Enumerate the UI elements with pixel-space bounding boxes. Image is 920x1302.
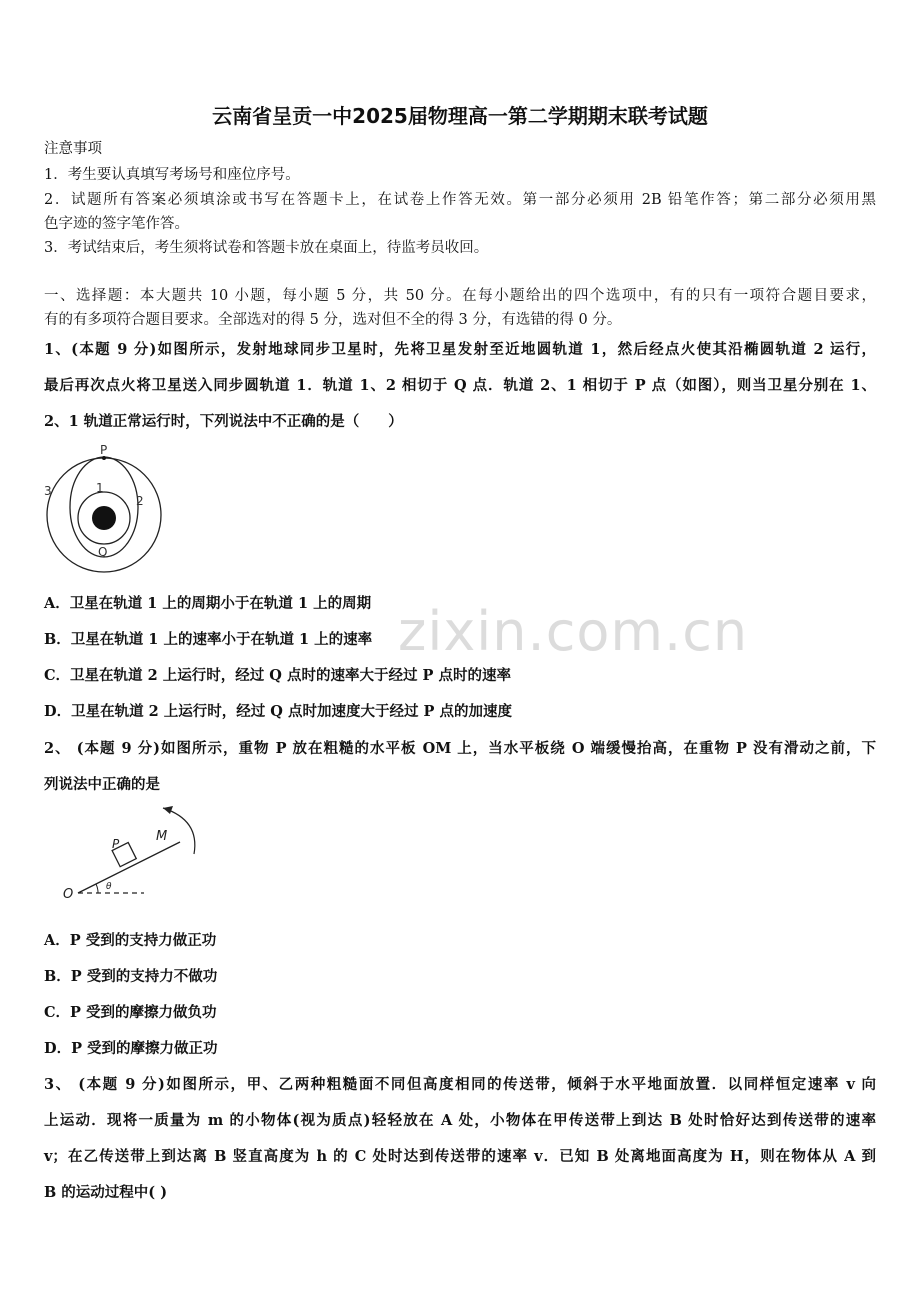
question-1-option-c: C．卫星在轨道 2 上运行时，经过 Q 点时的速率大于经过 P 点时的速率	[44, 667, 511, 684]
arrow-head	[163, 806, 173, 814]
label-p: P	[112, 837, 120, 851]
label-1: 1	[96, 481, 104, 495]
label-2: 2	[136, 494, 144, 508]
question-1-text: 最后再次点火将卫星送入同步圆轨道 1．轨道 1、2 相切于 Q 点．轨道 2、1 相切于 P 点（如图），则当卫星分别在 1、	[44, 377, 876, 394]
earth	[92, 506, 116, 530]
orbit-diagram	[40, 440, 170, 570]
question-3-text: v；在乙传送带上到达离 B 竖直高度为 h 的 C 处时达到传送带的速率 v．已知 B 处离地面高度为 H，则在物体从 A 到	[44, 1148, 876, 1165]
notice-item: 3．考试结束后，考生须将试卷和答题卡放在桌面上，待监考员收回。	[44, 240, 489, 256]
question-2-option-d: D．P 受到的摩擦力做正功	[44, 1040, 218, 1057]
label-o: O	[63, 887, 74, 902]
question-3-text: B 的运动过程中( )	[44, 1184, 168, 1201]
watermark: zixin.com.cn	[398, 600, 749, 663]
label-m: M	[156, 829, 168, 844]
label-theta: θ	[106, 882, 112, 892]
question-2-text: 2、 (本题 9 分)如图所示，重物 P 放在粗糙的水平板 OM 上，当水平板绕 O 端缓慢抬高，在重物 P 没有滑动之前，下	[44, 740, 876, 757]
question-3-text: 3、 (本题 9 分)如图所示，甲、乙两种粗糙面不同但高度相同的传送带，倾斜于水平地面放置．以同样恒定速率 v 向	[44, 1076, 876, 1093]
question-1-option-d: D．卫星在轨道 2 上运行时，经过 Q 点时加速度大于经过 P 点的加速度	[44, 703, 512, 720]
question-1-text: 1、(本题 9 分)如图所示，发射地球同步卫星时，先将卫星发射至近地圆轨道 1，然后经点火使其沿椭圆轨道 2 运行，	[44, 341, 876, 358]
exam-title: 云南省呈贡一中2025届物理高一第二学期期末联考试题	[212, 104, 708, 128]
label-q: Q	[98, 545, 108, 559]
question-1-text: 2、1 轨道正常运行时，下列说法中不正确的是（ ）	[44, 413, 403, 430]
question-2-option-c: C．P 受到的摩擦力做负功	[44, 1004, 217, 1021]
notice-item: 色字迹的签字笔作答。	[44, 216, 189, 232]
incline-diagram	[60, 802, 210, 902]
label-3: 3	[44, 484, 52, 498]
notice-item: 1．考生要认真填写考场号和座位序号。	[44, 167, 300, 183]
rotation-arrow	[163, 808, 195, 854]
question-1-option-b: B．卫星在轨道 1 上的速率小于在轨道 1 上的速率	[44, 631, 373, 648]
angle-arc	[96, 884, 98, 893]
question-2-text: 列说法中正确的是	[44, 776, 160, 793]
question-3-text: 上运动．现将一质量为 m 的小物体(视为质点)轻轻放在 A 处，小物体在甲传送带上到达 B 处时恰好达到传送带的速率	[44, 1112, 876, 1129]
notice-heading: 注意事项	[44, 141, 102, 157]
label-p: P	[100, 443, 108, 457]
question-2-option-b: B．P 受到的支持力不做功	[44, 968, 218, 985]
question-1-option-a: A．卫星在轨道 1 上的周期小于在轨道 1 上的周期	[44, 595, 372, 612]
notice-item: 2．试题所有答案必须填涂或书写在答题卡上，在试卷上作答无效。第一部分必须用 2B 铅笔作答；第二部分必须用黑	[44, 192, 876, 208]
section-instructions: 一、选择题：本大题共 10 小题，每小题 5 分，共 50 分。在每小题给出的四个选项中，有的只有一项符合题目要求，	[44, 288, 876, 304]
section-instructions: 有的有多项符合题目要求。全部选对的得 5 分，选对但不全的得 3 分，有选错的得 0 分。	[44, 312, 622, 328]
question-2-option-a: A．P 受到的支持力做正功	[44, 932, 217, 949]
